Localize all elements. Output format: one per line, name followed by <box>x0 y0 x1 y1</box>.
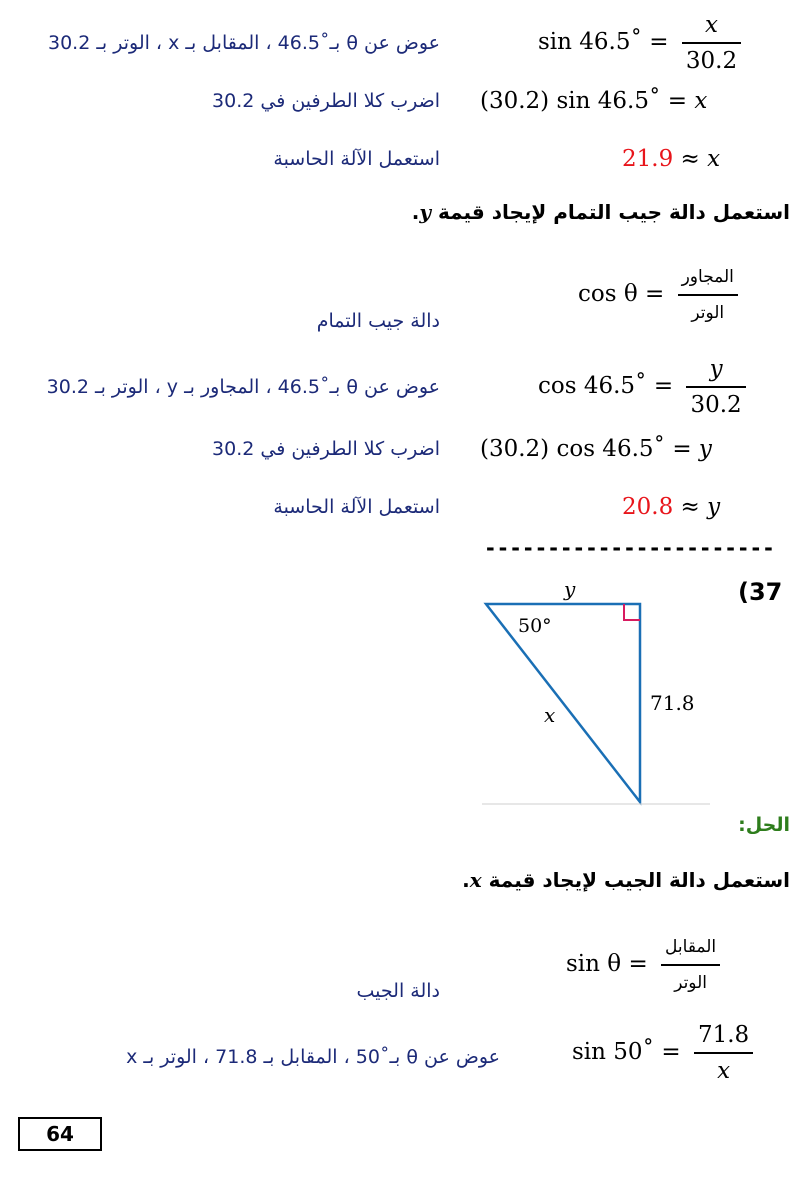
equation: (30.2) sin 46.5˚ = x <box>480 88 708 114</box>
fraction: $\frac{y}{30.2}$ <box>686 352 745 422</box>
fraction: $\frac{\text{المقابل}}{\text{الوتر}}$ <box>661 930 720 1000</box>
equation: sin 50˚ = $\frac{71.8}{x}$ <box>572 1018 753 1088</box>
fraction: $\frac{\text{المجاور}}{\text{الوتر}}$ <box>678 260 738 330</box>
step-explanation: اضرب كلا الطرفين في 30.2 <box>212 90 440 112</box>
equation: sin θ = $\frac{\text{المقابل}}{\text{الوتر}}$ <box>566 930 720 1000</box>
top-side-label: y <box>564 580 576 601</box>
page-number: 64 <box>18 1117 102 1151</box>
result-value: 21.9 <box>622 146 674 172</box>
angle-label: 50° <box>518 615 552 637</box>
step-explanation: عوض عن θ بـ˚50 ، المقابل بـ 71.8 ، الوتر بـ x <box>126 1046 500 1068</box>
solution-label: الحل: <box>738 814 790 836</box>
result-equation: 21.9 ≈ x <box>622 146 721 172</box>
right-angle-marker <box>624 604 640 620</box>
dashed-separator: ----------------------- <box>484 536 775 560</box>
problem-number: (37 <box>738 578 783 606</box>
fraction: $\frac{x}{30.2}$ <box>682 8 741 78</box>
step-explanation: استعمل الآلة الحاسبة <box>273 148 440 170</box>
vertical-side-label: 71.8 <box>650 691 695 715</box>
step-explanation: عوض عن θ بـ˚46.5 ، المقابل بـ x ، الوتر بـ 30.2 <box>47 32 440 54</box>
result-equation: 20.8 ≈ y <box>622 494 721 520</box>
step-heading: استعمل دالة جيب التمام لإيجاد قيمة y. <box>411 200 790 224</box>
step-explanation: عوض عن θ بـ˚46.5 ، المجاور بـ y ، الوتر بـ 30.2 <box>46 376 440 398</box>
hypotenuse-label: x <box>544 703 556 727</box>
step-heading: استعمل دالة الجيب لإيجاد قيمة x. <box>462 868 790 892</box>
equation: (30.2) cos 46.5˚ = y <box>480 436 712 462</box>
right-triangle <box>486 604 640 802</box>
equation: cos θ = $\frac{\text{المجاور}}{\text{الوتر}}$ <box>578 260 738 330</box>
equation: cos 46.5˚ = $\frac{y}{30.2}$ <box>538 352 746 422</box>
step-explanation: استعمل الآلة الحاسبة <box>273 496 440 518</box>
equation: sin 46.5˚ = $\frac{x}{30.2}$ <box>538 8 741 78</box>
step-explanation: اضرب كلا الطرفين في 30.2 <box>212 438 440 460</box>
triangle-figure <box>478 580 728 812</box>
fraction: $\frac{71.8}{x}$ <box>694 1018 753 1088</box>
step-explanation: دالة الجيب <box>356 980 440 1002</box>
result-value: 20.8 <box>622 494 674 520</box>
step-explanation: دالة جيب التمام <box>316 310 440 332</box>
